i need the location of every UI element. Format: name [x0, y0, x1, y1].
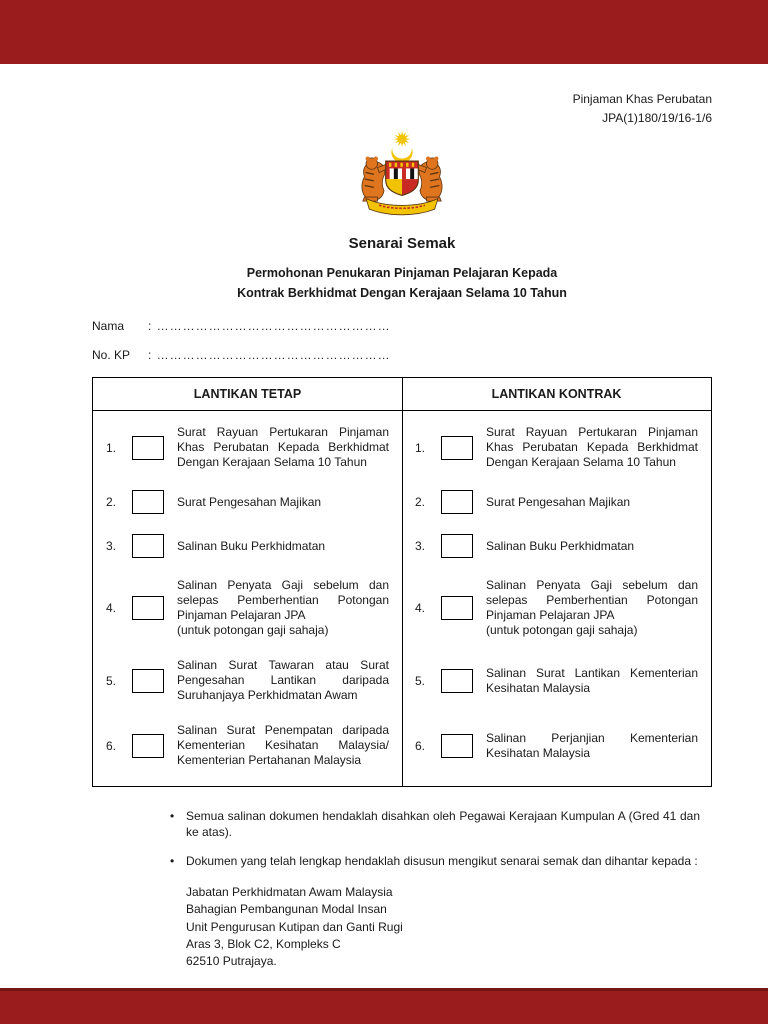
checklist-item-tetap-2: [93, 490, 402, 514]
column-header-lantikan-tetap: LANTIKAN TETAP: [193, 387, 302, 402]
item-number: 3.: [415, 539, 426, 554]
address-line-2: Bahagian Pembangunan Modal Insan: [186, 902, 387, 917]
item-text: Salinan Buku Perkhidmatan: [177, 538, 326, 553]
note-text-1: Semua salinan dokumen hendaklah disahkan oleh Pegawai Kerajaan Kumpulan A (Gred 41 dan ke atas).: [186, 809, 700, 839]
item-note: (untuk potongan gaji sahaja): [486, 623, 638, 638]
item-text: Salinan Surat Tawaran atau Surat Pengesahan Lantikan daripada Suruhanjaya Perkhidmatan Awam: [177, 658, 389, 703]
note-2: [170, 854, 700, 870]
checkbox[interactable]: [132, 534, 164, 558]
checklist-item-kontrak-1: [402, 425, 711, 470]
checkbox[interactable]: [132, 734, 164, 758]
item-number: 5.: [415, 673, 426, 688]
item-number: 4.: [106, 601, 117, 616]
field-label-no-kp: No. KP: [92, 348, 131, 363]
field-value-nama-dotted-line: : ………………………………………………: [148, 319, 391, 334]
item-number: 2.: [106, 495, 117, 510]
notes-section: [92, 809, 712, 971]
checkbox[interactable]: [132, 669, 164, 693]
checkbox[interactable]: [441, 534, 473, 558]
field-no-kp: [92, 348, 712, 362]
note-text-2: Dokumen yang telah lengkap hendaklah disusun mengikut senarai semak dan dihantar kepada :: [186, 854, 698, 869]
note-1: [170, 809, 700, 840]
checklist-item-kontrak-2: [402, 490, 711, 514]
checklist-item-tetap-1: [93, 425, 402, 470]
checklist-item-kontrak-6: [402, 723, 711, 768]
table-column-divider: [402, 378, 403, 786]
document-subtitle: [92, 264, 712, 303]
item-number: 6.: [415, 738, 426, 753]
checklist-item-tetap-6: [93, 723, 402, 768]
document-page: [0, 64, 768, 988]
checkbox[interactable]: [441, 490, 473, 514]
checkbox[interactable]: [441, 436, 473, 460]
item-text: Surat Pengesahan Majikan: [486, 494, 631, 509]
address-line-3: Unit Pengurusan Kutipan dan Ganti Rugi: [186, 919, 403, 934]
address-line-5: 62510 Putrajaya.: [186, 954, 277, 969]
address-line-4: Aras 3, Blok C2, Kompleks C: [186, 937, 341, 952]
item-text: Salinan Perjanjian Kementerian Kesihatan Malaysia: [486, 730, 698, 760]
address-line-1: Jabatan Perkhidmatan Awam Malaysia: [186, 884, 393, 899]
checkbox[interactable]: [132, 490, 164, 514]
checkbox[interactable]: [441, 596, 473, 620]
field-value-no-kp-dotted-line: : ………………………………………………: [148, 348, 391, 363]
crest-container: [92, 130, 712, 225]
item-text: Salinan Penyata Gaji sebelum dan selepas Pemberhentian Potongan Pinjaman Pelajaran JPA: [486, 578, 698, 623]
column-header-lantikan-kontrak: LANTIKAN KONTRAK: [491, 387, 622, 402]
item-text: Surat Rayuan Pertukaran Pinjaman Khas Perubatan Kepada Berkhidmat Dengan Kerajaan Selama 10 Tahun: [177, 425, 389, 470]
checklist-item-kontrak-3: [402, 534, 711, 558]
item-number: 6.: [106, 738, 117, 753]
item-note: (untuk potongan gaji sahaja): [177, 623, 329, 638]
checkbox[interactable]: [132, 596, 164, 620]
item-text: Salinan Penyata Gaji sebelum dan selepas Pemberhentian Potongan Pinjaman Pelajaran JPA: [177, 578, 389, 623]
checkbox[interactable]: [132, 436, 164, 460]
bullet-icon: •: [170, 809, 175, 824]
item-number: 3.: [106, 539, 117, 554]
reference-line-1: Pinjaman Khas Perubatan: [572, 92, 712, 106]
item-text: Surat Rayuan Pertukaran Pinjaman Khas Perubatan Kepada Berkhidmat Dengan Kerajaan Selama 10 Tahun: [486, 425, 698, 470]
subtitle-line-2: Kontrak Berkhidmat Dengan Kerajaan Selama 10 Tahun: [237, 285, 567, 300]
checkbox[interactable]: [441, 734, 473, 758]
item-number: 2.: [415, 495, 426, 510]
checklist-item-tetap-5: [93, 658, 402, 703]
item-number: 5.: [106, 673, 117, 688]
checklist-table: [92, 377, 712, 787]
item-number: 4.: [415, 601, 426, 616]
item-text: Salinan Surat Lantikan Kementerian Kesihatan Malaysia: [486, 665, 698, 695]
malaysia-coat-of-arms-icon: [353, 130, 451, 220]
item-number: 1.: [106, 440, 117, 455]
reference-block: [92, 90, 712, 128]
item-text: Surat Pengesahan Majikan: [177, 494, 322, 509]
reference-line-2: JPA(1)180/19/16-1/6: [602, 111, 712, 126]
mailing-address: [186, 884, 712, 971]
checklist-item-tetap-3: [93, 534, 402, 558]
checklist-item-tetap-4: [93, 578, 402, 638]
field-nama: [92, 319, 712, 333]
field-label-nama: Nama: [92, 319, 125, 334]
checkbox[interactable]: [441, 669, 473, 693]
item-text: Salinan Surat Penempatan daripada Kementerian Kesihatan Malaysia/ Kementerian Pertahanan Malaysia: [177, 723, 389, 768]
document-title: Senarai Semak: [348, 235, 456, 253]
checklist-item-kontrak-5: [402, 658, 711, 703]
item-text: Salinan Buku Perkhidmatan: [486, 538, 635, 553]
bullet-icon: •: [170, 854, 175, 869]
subtitle-line-1: Permohonan Penukaran Pinjaman Pelajaran Kepada: [246, 266, 558, 281]
identity-fields: [92, 319, 712, 362]
checklist-item-kontrak-4: [402, 578, 711, 638]
item-number: 1.: [415, 440, 426, 455]
